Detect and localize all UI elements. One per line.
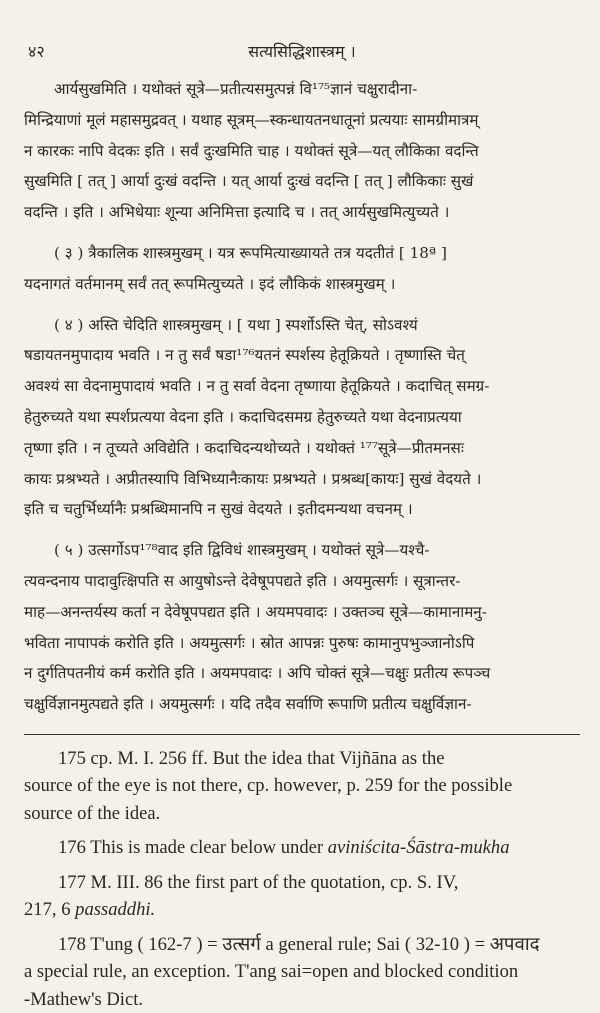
text-line: सुखमिति [ तत् ] आर्या दुःखं वदन्ति । यत् आर्या दुःखं वदन्ति [ तत् ] लौकिकाः सुखं [24, 172, 474, 191]
paragraph-section-5 [24, 535, 580, 720]
text-line: वदन्ति । इति । अभिधेयाः शून्या अनिमित्ता इत्यादि च । तत् आर्यसुखमित्युच्यते । [24, 203, 450, 222]
footnote-text: 217, 6 [24, 899, 76, 921]
text-line: ( ३ ) त्रैकालिक शास्त्रमुखम् । यत्र रूपमित्याख्यायते तत्र यदतीतं [ 18ª ] [54, 243, 447, 262]
text-line: इति च चतुर्भिर्ध्यानैः प्रश्रब्धिमानपि न सुखं वेदयते । इतीदमन्यथा वचनम् । [24, 500, 413, 519]
footnote-line: source of the idea. [24, 802, 161, 824]
footnote-divider [24, 734, 580, 735]
footnote-line [24, 834, 580, 862]
text-line: तृष्णा इति । न तूच्यते अविद्येति । कदाचिदन्यथोच्यते । यथोक्तं ¹⁷⁷सूत्रे—प्रीतमनसः [24, 438, 464, 457]
text-line: ( ४ ) अस्ति चेदिति शास्त्रमुखम् । [ यथा ] स्पर्शोऽस्ति चेत्, सोऽवश्यं [54, 315, 418, 334]
paragraph-section-4 [24, 310, 580, 526]
text-line: यदनागतं वर्तमानम् सर्वं तत् रूपमित्युच्यते । इदं लौकिकं शास्त्रमुखम् । [24, 274, 396, 293]
running-title: सत्यसिद्धिशास्त्रम् । [248, 42, 356, 61]
page-header [24, 34, 580, 74]
footnotes [24, 745, 580, 1013]
text-line: षडायतनमुपादाय भवति । न तु सर्वं षडा¹⁷⁶यतनं स्पर्शस्य हेतूक्रियते । तृष्णास्ति चेत् [24, 346, 465, 365]
text-line: मिन्द्रियाणां मूलं महासमुद्रवत् । यथाह सूत्रम्—स्कन्धायतनधातूनां प्रत्ययाः सामग्रीमात्रम् [24, 110, 479, 129]
text-line: ( ५ ) उत्सर्गोऽप¹⁷⁸वाद इति द्विविधं शास्त्रमुखम् । यथोक्तं सूत्रे—यश्चै- [54, 541, 430, 560]
footnote-line: 178 T'ung ( 162-7 ) = उत्सर्ग a general rule; Sai ( 32-10 ) = अपवाद [58, 933, 540, 955]
paragraph-arya-sukha [24, 74, 580, 228]
footnote-line: source of the eye is not there, cp. however, p. 259 for the possible [24, 775, 513, 797]
footnote-italic-term: aviniścita-Śāstra-mukha [327, 837, 510, 859]
footnote-line [24, 896, 580, 924]
text-line: हेतुरुच्यते यथा स्पर्शप्रत्यया वेदना इति । कदाचिदसमग्र हेतुरुच्यते यथा वेदनाप्रत्यया [24, 407, 462, 426]
footnote-177 [24, 869, 580, 924]
text-line: माह—अनन्तर्यस्य कर्ता न देवेषूपपद्यत इति । अयमपवादः । उक्तञ्च सूत्रे—कामानामनु- [24, 602, 487, 621]
footnote-175 [24, 745, 580, 828]
text-line: न दुर्गतिपतनीयं कर्म करोति इति । अयमपवादः । अपि चोक्तं सूत्रे—चक्षुः प्रतीत्य रूपञ्च [24, 664, 491, 683]
paragraph-section-3 [24, 238, 580, 300]
text-line: कायः प्रश्रभ्यते । अप्रीतस्यापि विभिध्यानैःकायः प्रश्रभ्यते । प्रश्रब्ध[कायः] सुखं वेदयते । [24, 469, 482, 488]
footnote-line: -Mathew's Dict. [24, 988, 144, 1010]
footnote-176 [24, 834, 580, 862]
text-line: अवश्यं सा वेदनामुपादायं भवति । न तु सर्वा वेदना तृष्णाया हेतूक्रियते । कदाचित् समग्र- [24, 377, 490, 396]
footnote-178 [24, 931, 580, 1013]
footnote-line: 177 M. III. 86 the first part of the quotation, cp. S. IV, [58, 871, 459, 893]
page-number: ४२ [28, 42, 45, 61]
text-line: चक्षुर्विज्ञानमुत्पद्यते इति । अयमुत्सर्गः । यदि तदैव सर्वाणि रूपाणि प्रतीत्य चक्षुर्विज्ञान- [24, 695, 472, 714]
footnote-line: a special rule, an exception. T'ang sai=open and blocked condition [24, 961, 519, 983]
text-line: न कारकः नापि वेदकः इति । सर्वं दुःखमिति चाह । यथोक्तं सूत्रे—यत् लौकिका वदन्ति [24, 141, 479, 160]
text-line: भविता नापापकं करोति इति । अयमुत्सर्गः । स्रोत आपन्नः पुरुषः कामानुपभुञ्जानोऽपि [24, 633, 475, 652]
footnote-text: 176 This is made clear below under [58, 837, 328, 859]
main-text [24, 74, 580, 720]
footnote-italic-term: passaddhi. [75, 899, 156, 921]
text-line: आर्यसुखमिति । यथोक्तं सूत्रे—प्रतीत्यसमुत्पन्नं वि¹⁷⁵ज्ञानं चक्षुरादीना- [54, 80, 418, 98]
footnote-line: 175 cp. M. I. 256 ff. But the idea that Vijñāna as the [58, 747, 445, 769]
text-line: त्यवन्दनाय पादावुत्क्षिपति स आयुषोऽन्ते देवेषूपपद्यते इति । अयमुत्सर्गः । सूत्रान्तर- [24, 571, 461, 590]
